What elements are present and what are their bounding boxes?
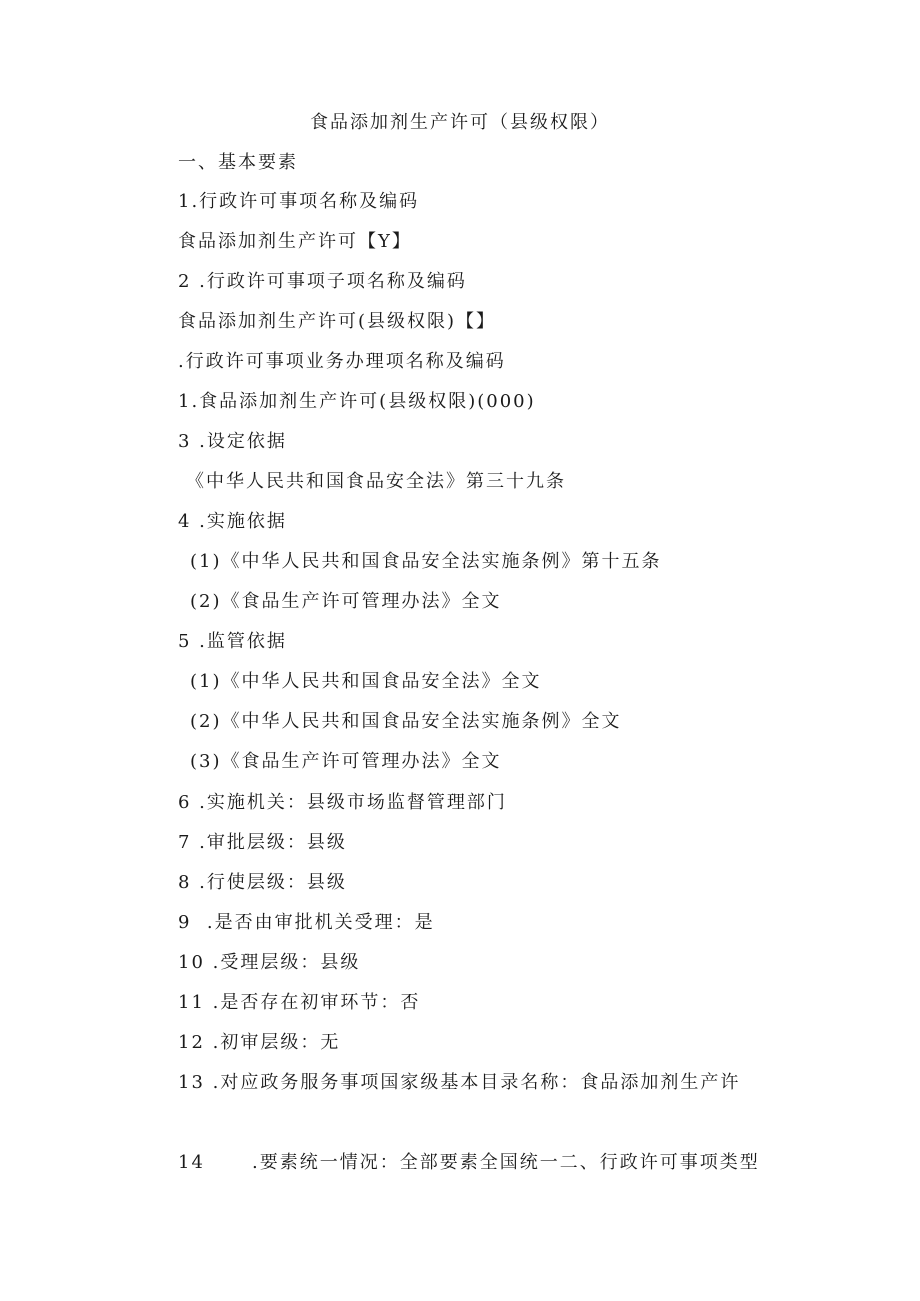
item-5-heading: 5 .监管依据 (178, 631, 287, 652)
item-9: 9 .是否由审批机关受理：是 (178, 912, 435, 933)
item-14-number: 14 (178, 1152, 205, 1173)
item-1-heading: 1.行政许可事项名称及编码 (178, 191, 420, 212)
document-title: 食品添加剂生产许可（县级权限） (310, 112, 610, 133)
item-7: 7 .审批层级：县级 (178, 832, 347, 853)
item-13: 13 .对应政务服务事项国家级基本目录名称：食品添加剂生产许 (178, 1072, 741, 1093)
item-5-basis-2: (2)《中华人民共和国食品安全法实施条例》全文 (190, 711, 622, 732)
item-4-heading: 4 .实施依据 (178, 511, 287, 532)
item-2-heading: 2 .行政许可事项子项名称及编码 (178, 271, 467, 292)
item-4-basis-1: (1)《中华人民共和国食品安全法实施条例》第十五条 (190, 551, 662, 572)
item-12: 12 .初审层级：无 (178, 1032, 341, 1053)
item-11: 11 .是否存在初审环节：否 (178, 992, 421, 1013)
item-8: 8 .行使层级：县级 (178, 872, 347, 893)
item-10: 10 .受理层级：县级 (178, 952, 361, 973)
section-heading-basic-elements: 一、基本要素 (178, 152, 298, 173)
item-6: 6 .实施机关：县级市场监督管理部门 (178, 792, 507, 813)
item-1-value: 食品添加剂生产许可【Y】 (178, 231, 412, 252)
item-5-basis-3: (3)《食品生产许可管理办法》全文 (190, 751, 502, 772)
business-item-value: 1.食品添加剂生产许可(县级权限)(000) (178, 391, 536, 412)
item-4-basis-2: (2)《食品生产许可管理办法》全文 (190, 591, 502, 612)
item-3-heading: 3 .设定依据 (178, 431, 287, 452)
item-2-value: 食品添加剂生产许可(县级权限)【】 (178, 311, 497, 332)
item-14 (178, 1150, 760, 1176)
item-3-value: 《中华人民共和国食品安全法》第三十九条 (186, 471, 566, 492)
item-5-basis-1: (1)《中华人民共和国食品安全法》全文 (190, 671, 542, 692)
business-item-heading: .行政许可事项业务办理项名称及编码 (178, 351, 506, 372)
item-14-text: .要素统一情况：全部要素全国统一二、行政许可事项类型 (252, 1152, 760, 1173)
